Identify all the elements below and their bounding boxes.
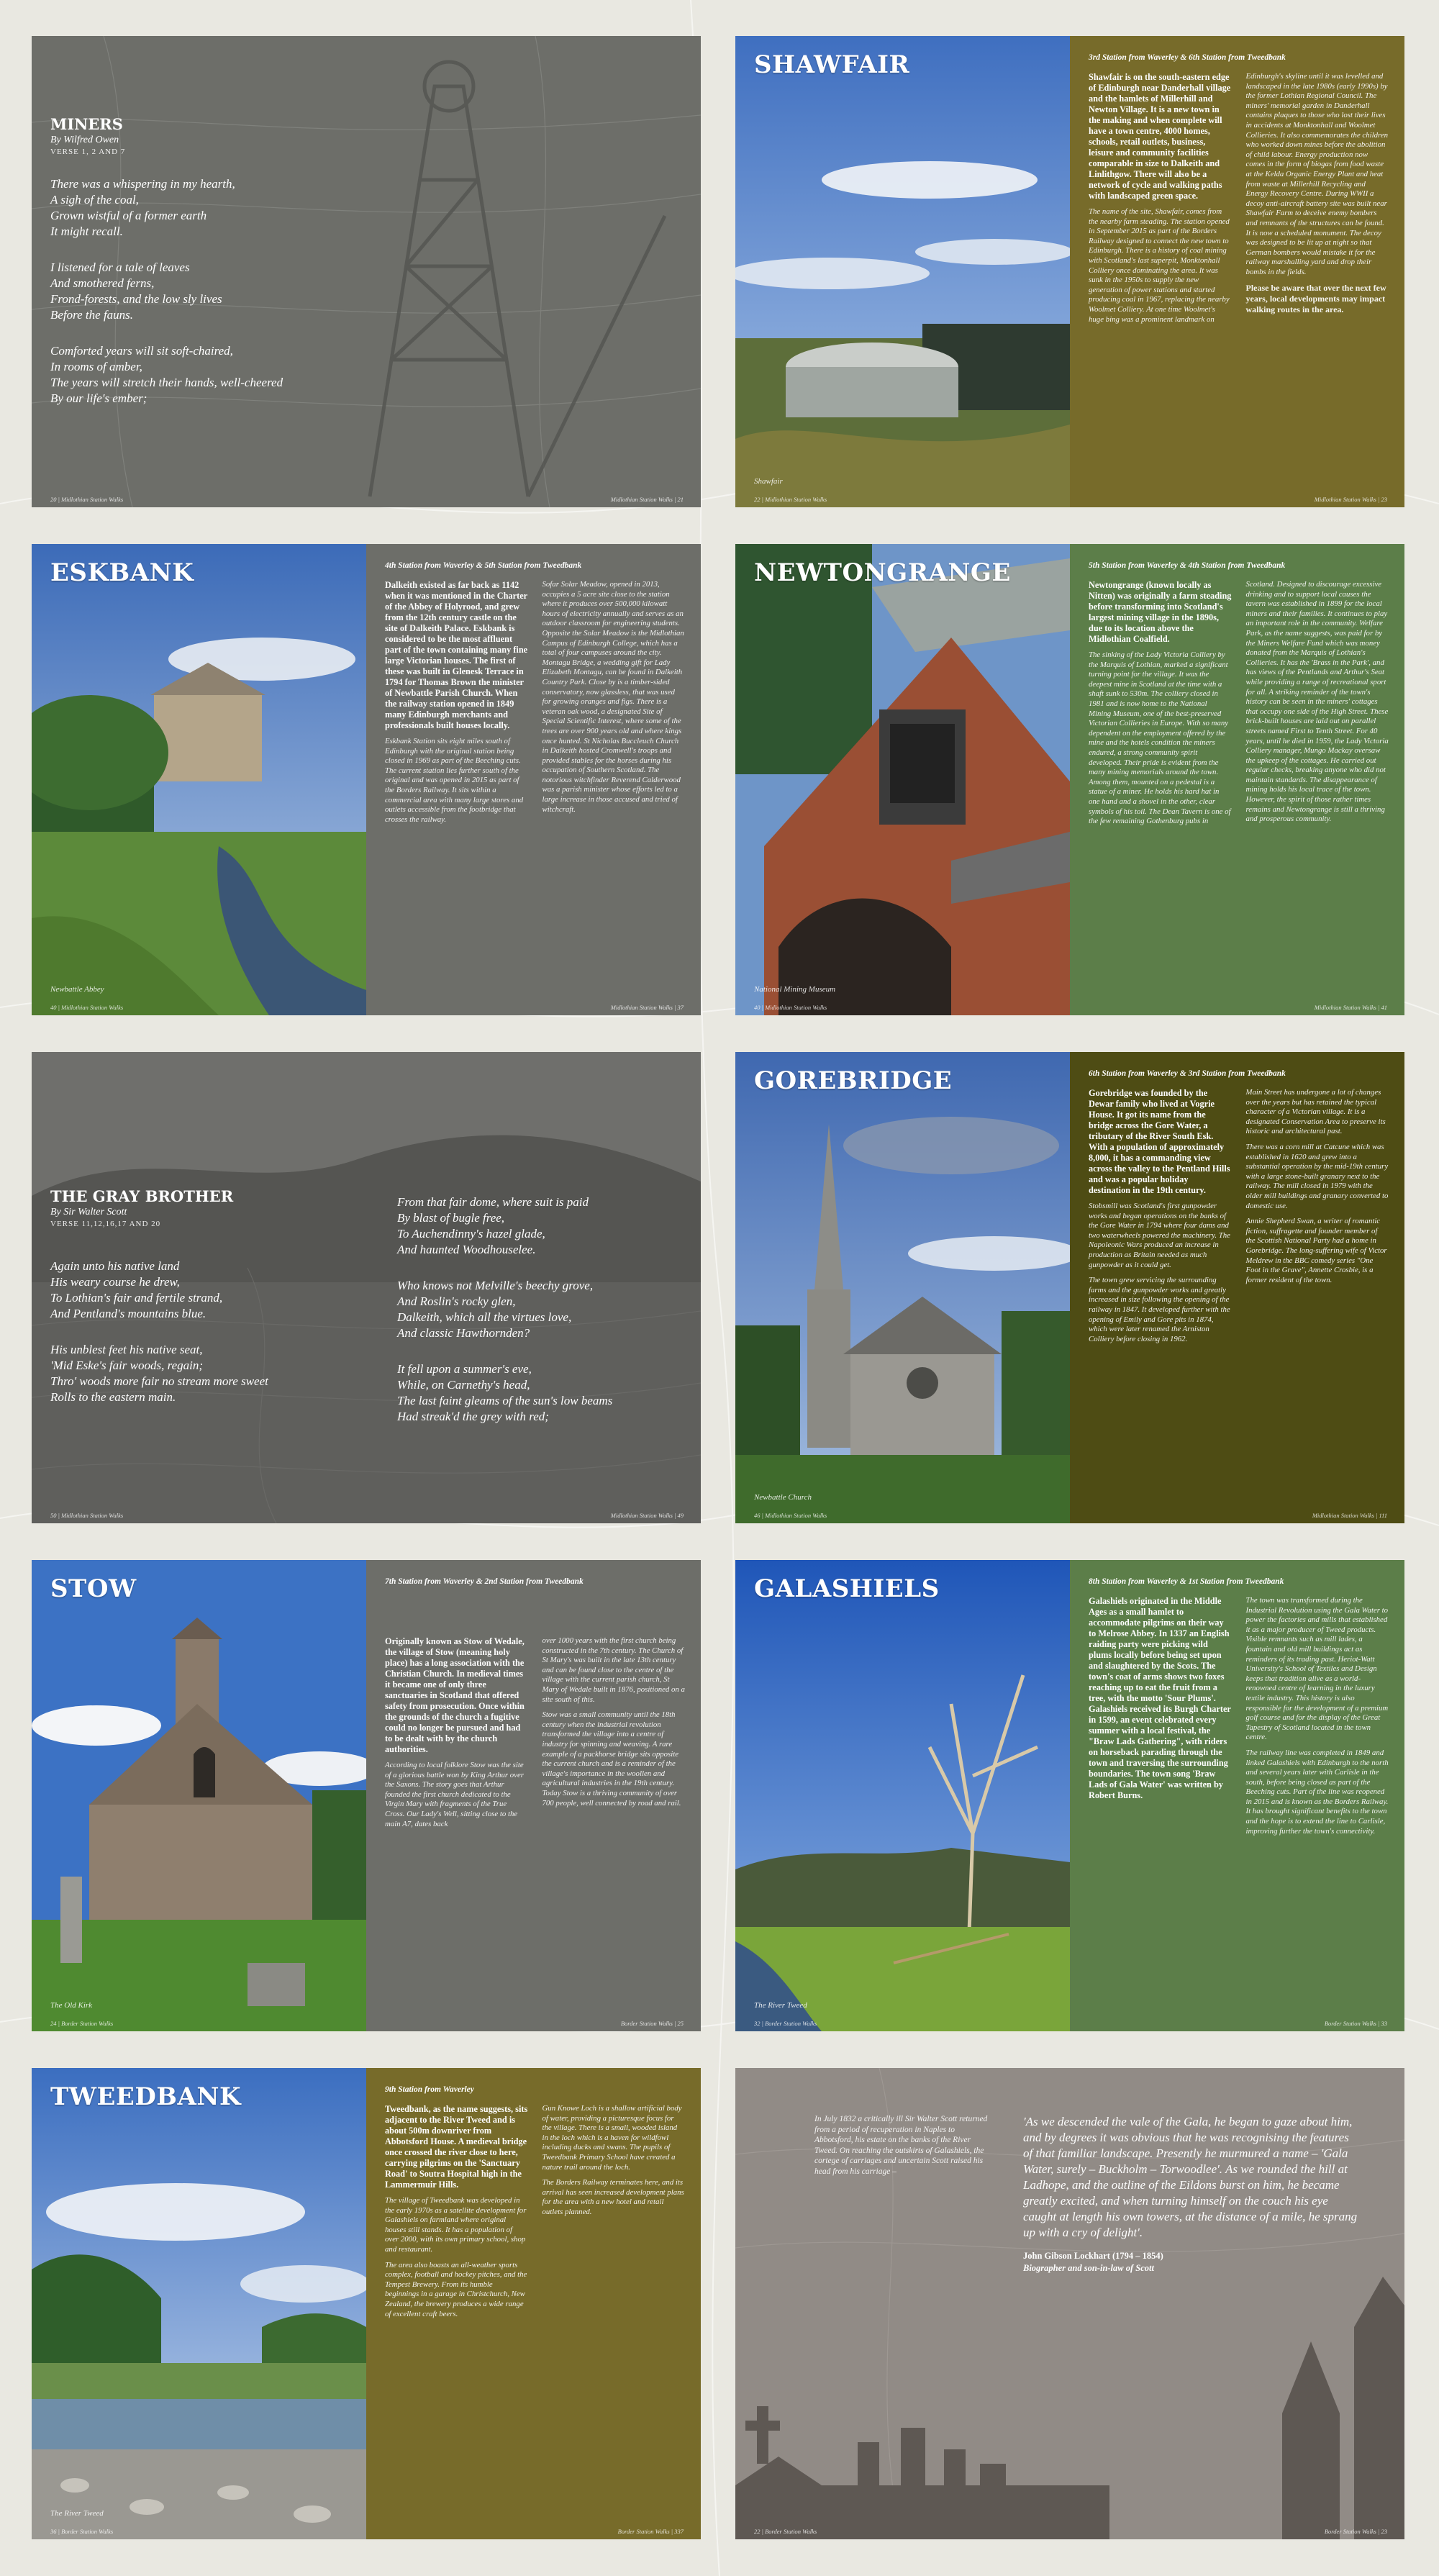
poem-author: By Wilfred Owen [50,135,119,145]
text-panel [1070,544,1404,1015]
footer-right: Midlothian Station Walks | 111 [1312,1512,1387,1519]
stanza: There was a whispering in my hearth, A sigh of the coal, Grown wistful of a former earth It might recall. [50,177,235,238]
spread-lockhart-quote [735,2068,1404,2539]
body-text: The village of Tweedbank was developed in the early 1970s as a satellite development for Galashiels on farmland where original houses still stands. It has a population of over 2000, with its own primary school, shop and restaurant. [385,2196,527,2254]
stanza: From that fair dome, where suit is paid By blast of bugle free, To Auchendinny's hazel glade, And haunted Woodhouselee. [397,1195,589,1256]
photo-caption: Newbattle Church [754,1493,812,1502]
footer-right: Midlothian Station Walks | 37 [610,1004,684,1011]
stanza: I listened for a tale of leaves And smothered ferns, Frond-forests, and the low sly lives Before the fauns. [50,260,222,322]
poem-verse-note: VERSE 1, 2 AND 7 [50,148,126,156]
intro-text: Originally known as Stow of Wedale, the village of Stow (meaning holy place) has a long association with the Christian Church. In medieval times it became one of only three sanctuaries in Scotland that offered safety from prosecution. Once within the grounds of the church a fugitive could no longer be pursued and had to be dealt with by the church authorities. [385,1636,525,1754]
intro-text: Dalkeith existed as far back as 1142 when it was mentioned in the Charter of the Abbey of Holyrood, and grew from the 12th century castle on the site of Dalkeith Palace. Eskbank is considered to be the most affluent part of the town containing many fine large Victorian houses. The first of these was built in Glenesk Terrace in 1794 for Thomas Brown the minister of Newbattle Parish Church. When the railway station opened in 1849 many Edinburgh merchants and professionals built houses locally. [385,580,528,730]
poem-title: MINERS [50,115,123,133]
body-text: There was a corn mill at Catcune which was established in 1620 and grew into a substantial operation by the mid-19th century with a large stone-built granary next to the railway. The mill closed in 1979 with the older mill buildings and granary converted to domestic use. [1245,1142,1389,1210]
text-panel [366,2068,701,2539]
intro-text: Galashiels originated in the Middle Ages as a small hamlet to accommodate pilgrims on their way to Melrose Abbey. In 1337 an English raiding party were picking wild plums locally before being set upon and slaughtered by the Scots. The town's coat of arms shows two foxes reaching up to eat the fruit from a tree, with the motto 'Sour Plums'. Galashiels received its Burgh Charter in 1599, an event celebrated every summer with a local festival, the "Braw Lads Gathering", with riders on horseback parading through the town and traversing the surrounding boundaries. The town song 'Braw Lads of Gala Water' was written by Robert Burns. [1089,1596,1231,1800]
footer-left: 40 | Midlothian Station Walks [50,1004,124,1011]
intro-text: Tweedbank, as the name suggests, sits adjacent to the River Tweed and is about 500m downriver from Abbotsford House. A medieval bridge once crossed the river close to here, carrying pilgrims on the 'Sanctuary Road' to Soutra Hospital high in the Lammermuir Hills. [385,2104,528,2190]
body-text: Main Street has undergone a lot of changes over the years but has retained the typical character of a Victorian village. It is a designated Conservation Area to preserve its historic and architectural past. [1245,1088,1386,1136]
station-heading: 6th Station from Waverley & 3rd Station from Tweedbank [1089,1069,1286,1078]
footer-right: Midlothian Station Walks | 23 [1314,496,1387,503]
tweedbank-photo [32,2068,366,2539]
photo-caption: The River Tweed [754,2001,807,2010]
body-text: Stobsmill was Scotland's first gunpowder works and began operations on the banks of the Gore Water in 1794 where four dams and two waterwheels powered the machinery. The Napoleonic Wars produced an increase in production as Britain needed as much gunpowder as it could get. [1089,1202,1230,1269]
body-text: Scotland. Designed to discourage excessive drinking and to support local causes the tavern was established in 1899 for the local miners and their families. It continues to play an important role in the community. Welfare Park, as the name suggests, was paid for by the Miners Welfare Fund which was money donated from the Marquis of Lothian's Collieries. It has the 'Brass in the Park', and has views of the Pentlands and Arthur's Seat while providing a range of recreational sport for all. A striking reminder of the town's history can be seen in the miners' cottages that occupy one side of the High Street. These brick-built houses are laid out on parallel streets named First to Tenth Street. For 40 years, until he died in 1959, the Lady Victoria Colliery manager, Mungo Mackay oversaw the upkeep of the cottages. He carried out regular checks, breaking anyone who did not maintain standards. The disappearance of mining holds his local trace of the town. However, the spirit of those rather times remains and Newtongrange is still a thriving and prosperous community. [1245,580,1389,824]
text-panel [366,544,701,1015]
stanza: Comforted years will sit soft-chaired, In rooms of amber, The years will stretch their hands, well-cheered By our life's ember; [50,344,283,405]
footer-right: Border Station Walks | 337 [617,2528,684,2535]
quote-text: 'As we descended the vale of the Gala, he began to gaze about him, and by degrees it was obvious that he was recognising the features of that familiar landscape. Presently he murmured a name – 'Gala Water, surely – Buckholm – Torwoodlee'. As we rounded the hill at Ladhope, and the outline of the Eildons burst on him, he became greatly excited, and when turning himself on the couch his eye caught at length his own towers, at the distance of a mile, he sprang up with a cry of delight'. [1023,2115,1358,2239]
body-text: Edinburgh's skyline until it was levelled and landscaped in the late 1980s (early 1990s) by the former Lothian Regional Council. The miners' memorial garden in Danderhall contains plaques to those who lost their lives in accidents at Monktonhall and Woolmet Collieries. It also commemorates the children who worked down mines before the abolition of child labour. Energy production now comes in the form of biogas from food waste at the Kelda Organic Energy Plant and heat from waste at Millerhill Recycling and Energy Recovery Centre. During WWII a decoy anti-aircraft battery site was built near Shawfair Farm to deceive enemy bombers and remnants of the structures can be found. It is now a scheduled monument. The decoy was designed to be lit up at night so that German bombers would mistake it for the railway marshalling yard and drop their bombs in the fields. [1245,72,1389,276]
station-heading: 9th Station from Waverley [385,2085,474,2094]
stanza: It fell upon a summer's eve, While, on Carnethy's head, The last faint gleams of the sun's low beams Had streak'd the grey with red; [397,1362,613,1423]
page-title: TWEEDBANK [50,2082,242,2111]
body-text: Stow was a small community until the 18th century when the industrial revolution transformed the village into a centre of industry for spinning and weaving. A rare example of a packhorse bridge sits opposite the current church and is a reminder of the village's importance in the woollen and agricultural industries in the 19th century. Today Stow is a thriving community of over 700 people, well connected by road and rail. [542,1710,681,1808]
footer-left: 22 | Border Station Walks [754,2528,817,2535]
page-title: STOW [50,1574,137,1603]
body-text: over 1000 years with the first church being constructed in the 7th century. The Church of St Mary's was built in the late 13th century and can be found close to the centre of the village with the current parish church, St Mary of Wedale built in 1876, positioned on a site south of this. [542,1636,685,1704]
text-panel [366,1560,701,2031]
station-heading: 7th Station from Waverley & 2nd Station from Tweedbank [385,1577,584,1586]
photo-caption: The River Tweed [50,2509,104,2518]
stanza: Again unto his native land His weary course he drew, To Lothian's fair and fertile strand, And Pentland's mountains blue. [50,1259,223,1320]
page-title: GALASHIELS [754,1574,940,1603]
poem-author: By Sir Walter Scott [50,1207,127,1217]
spread-eskbank [32,544,701,1015]
stow-photo [32,1560,366,2031]
notice-text: Please be aware that over the next few years, local developments may impact walking routes in the area. [1245,283,1386,315]
spread-shawfair [735,36,1404,507]
stanza: Who knows not Melville's beechy grove, And Roslin's rocky glen, Dalkeith, which all the virtues love, And classic Hawthornden? [397,1279,594,1340]
spread-stow [32,1560,701,2031]
intro-text: Gorebridge was founded by the Dewar family who lived at Vogrie House. It got its name from the bridge across the Gore Water, a tributary of the River South Esk. With a population of approximately 8,000, it has a commanding view across the valley to the Pentland Hills and was a popular holiday destination in the 19th century. [1089,1088,1230,1195]
spread-newtongrange [735,544,1404,1015]
body-text: The name of the site, Shawfair, comes from the nearby farm steading. The station opened in September 2015 as part of the Borders Railway designed to connect the new town to Edinburgh. There is a history of coal mining with Scotland's last superpit, Monktonhall Colliery once dominating the area. It was sunk in the 1950s to supply the new generation of power stations and started producing coal in 1967, replacing the nearby Woolmet Colliery. At one time Woolmet's huge bing was a prominent landmark on [1089,207,1230,324]
intro-text: Newtongrange (known locally as Nitten) was originally a farm steading before transforming into Scotland's largest mining village in the 1890s, due to its location above the Midlothian Coalfield. [1089,580,1232,644]
footer-right: Midlothian Station Walks | 49 [610,1512,684,1519]
quote-attribution: John Gibson Lockhart (1794 – 1854) [1023,2251,1163,2261]
poem-title: THE GRAY BROTHER [50,1187,234,1205]
intro-text: Shawfair is on the south-eastern edge of Edinburgh near Danderhall village and the hamlets of Millerhill and Newton Village. It is a new town in the making and when complete will have a town centre, 4000 homes, schools, retail outlets, business, leisure and community facilities comparable in size to Dalkeith and Linlithgow. There will also be a network of cycle and walking paths with landscaped green space. [1089,72,1231,201]
photo-caption: Shawfair [754,477,783,486]
station-heading: 4th Station from Waverley & 5th Station from Tweedbank [385,561,582,570]
body-text: The area also boasts an all-weather sports complex, football and hockey pitches, and the Tempest Brewery. From its humble beginnings in a garage in Christchurch, New Zealand, the brewery produces a wide range of excellent craft beers. [385,2260,527,2318]
photo-caption: Newbattle Abbey [50,985,104,994]
body-text: According to local folklore Stow was the site of a glorious battle won by King Arthur over the Saxons. The story goes that Arthur founded the first church dedicated to the Virgin Mary with fragments of the True Cross. Our Lady's Well, sitting close to the main A7, dates back [385,1761,524,1828]
gorebridge-photo [735,1052,1070,1523]
page-title: ESKBANK [50,558,194,587]
footer-left: 50 | Midlothian Station Walks [50,1512,124,1519]
body-text: The railway line was completed in 1849 and linked Galashiels with Edinburgh to the north and several years later with Carlisle in the south, before being closed as part of the Beeching cuts. Part of the line was reopened in 2015 and is known as the Borders Railway. It has brought significant benefits to the town and the hope is to extend the line to Carlisle, improving further the town's connectivity. [1245,1748,1389,1836]
eskbank-photo [32,544,366,1015]
galashiels-photo [735,1560,1070,2031]
body-text: Eskbank Station sits eight miles south of Edinburgh with the original station being closed in 1969 as part of the Beeching cuts. The current station lies further south of the original and was opened in 2015 as part of the Borders Railway. It sits within a commercial area with many large stores and outlets accessible from the footbridge that crosses the railway. [385,737,524,824]
body-text: The town grew servicing the surrounding farms and the gunpowder works and greatly increased in size following the opening of the railway in 1847. It developed further with the opening of Emily and Gore pits in 1874, which were later renamed the Arniston Colliery before closing in 1962. [1089,1276,1230,1343]
spread-gray-brother [32,1052,701,1523]
newtongrange-photo [735,544,1070,1015]
photo-caption: The Old Kirk [50,2001,93,2010]
stanza: His unblest feet his native seat, 'Mid Eske's fair woods, regain; Thro' woods more fair no stream more sweet Rolls to the eastern main. [50,1343,268,1404]
footer-left: 22 | Midlothian Station Walks [754,496,827,503]
spread-tweedbank [32,2068,701,2539]
station-heading: 8th Station from Waverley & 1st Station from Tweedbank [1089,1577,1284,1586]
body-text: The Borders Railway terminates here, and its arrival has seen increased development plans for the area with a new hotel and retail outlets planned. [542,2178,684,2216]
footer-right: Border Station Walks | 23 [1324,2528,1387,2535]
footer-left: 46 | Midlothian Station Walks [754,1512,827,1519]
photo-caption: National Mining Museum [754,985,836,994]
page-title: GOREBRIDGE [754,1066,953,1095]
station-heading: 3rd Station from Waverley & 6th Station from Tweedbank [1089,53,1286,62]
footer-right: Border Station Walks | 25 [620,2020,684,2027]
body-text: Sofar Solar Meadow, opened in 2013, occupies a 5 acre site close to the station where it produces over 500,000 kilowatt hours of electricity annually and serves as an outdoor classroom for engineering students. Opposite the Solar Meadow is the Midlothian Campus of Edinburgh College, which has a total of four campuses around the city. Montagu Bridge, a wedding gift for Lady Elizabeth Montagu, can be found in Dalkeith Country Park. Close by is a timber-sided conservatory, now glassless, that was used for growing oranges and figs. There is a veteran oak wood, a designated Site of Special Scientific Interest, where some of the trees are over 900 years old and where kings once hunted. St Nicholas Buccleuch Church in Dalkeith hosted Cromwell's troops and provided stables for the horses during his occupation of Southern Scotland. The notorious witchfinder Reverend Calderwood was a parish minister whose efforts led to a large increase in those accused and tried of witchcraft. [542,580,684,814]
quote-attribution-role: Biographer and son-in-law of Scott [1023,2263,1154,2273]
poem-verse-note: VERSE 11,12,16,17 AND 20 [50,1220,161,1228]
footer-right: Midlothian Station Walks | 21 [610,496,684,503]
body-text: The sinking of the Lady Victoria Colliery by the Marquis of Lothian, marked a significant turning point for the village. It was the deepest mine in Scotland at the time with a shaft sunk to 530m. The colliery closed in 1981 and is now home to the National Mining Museum, one of the best-preserved Victorian Collieries in Europe. With so many dependent on the employment offered by the mine and the hotels condition the miners endured, a strong community spirit developed. Their pride is evident from the many mining memorials around the town. Among them, mounted on a pedestal is a statue of a miner. He holds his hard hat in one hand and a shovel in the other, clear symbols of his toil. The Dean Tavern is one of the few remaining Gothenburg pubs in [1089,650,1231,826]
footer-right: Border Station Walks | 33 [1324,2020,1387,2027]
spread-galashiels [735,1560,1404,2031]
text-panel [1070,36,1404,507]
footer-left: 36 | Border Station Walks [50,2528,114,2535]
page-title: SHAWFAIR [754,50,910,79]
station-heading: 5th Station from Waverley & 4th Station from Tweedbank [1089,561,1286,570]
footer-left: 24 | Border Station Walks [50,2020,114,2027]
text-panel [1070,1560,1404,2031]
footer-left: 32 | Border Station Walks [754,2020,817,2027]
footer-right: Midlothian Station Walks | 41 [1314,1004,1387,1011]
text-panel [1070,1052,1404,1523]
footer-left: 40 | Midlothian Station Walks [754,1004,827,1011]
intro-text: In July 1832 a critically ill Sir Walter Scott returned from a period of recuperation in Naples to Abbotsford, his estate on the banks of the River Tweed. On reaching the outskirts of Galashiels, the cortege of carriages and uncertain Scott raised his head from his carriage – [814,2115,988,2176]
body-text: Gun Knowe Loch is a shallow artificial body of water, providing a picturesque focus for the village. There is a small, wooded island in the loch which is a haven for wildfowl including ducks and swans. The pupils of Tweedbank Primary School have created a nature trail around the loch. [542,2104,682,2172]
body-text: Annie Shepherd Swan, a writer of romantic fiction, suffragette and founder member of the Scottish National Party had a home in Gorebridge. The long-suffering wife of Victor Meldrew in the BBC comedy series "One Foot in the Grave", Annette Crosbie, is a former resident of the town. [1245,1217,1387,1284]
footer-left: 20 | Midlothian Station Walks [50,496,124,503]
body-text: The town was transformed during the Industrial Revolution using the Gala Water to power the factories and mills that established it as a major producer of Tweed products. Visible remnants such as mill lades, a fountain and old mill buildings act as reminders of its trading past. Heriot-Watt University's School of Textiles and Design keeps that tradition alive as a world-renowned centre of learning in the luxury textile industry. This history is also responsible for the development of a premium golf course and for the display of the Great Tapestry of Scotland located in the town centre. [1245,1596,1389,1742]
spread-gorebridge [735,1052,1404,1523]
page-title: NEWTONGRANGE [754,558,1011,587]
spread-miners [32,36,701,507]
shawfair-photo [735,36,1070,507]
